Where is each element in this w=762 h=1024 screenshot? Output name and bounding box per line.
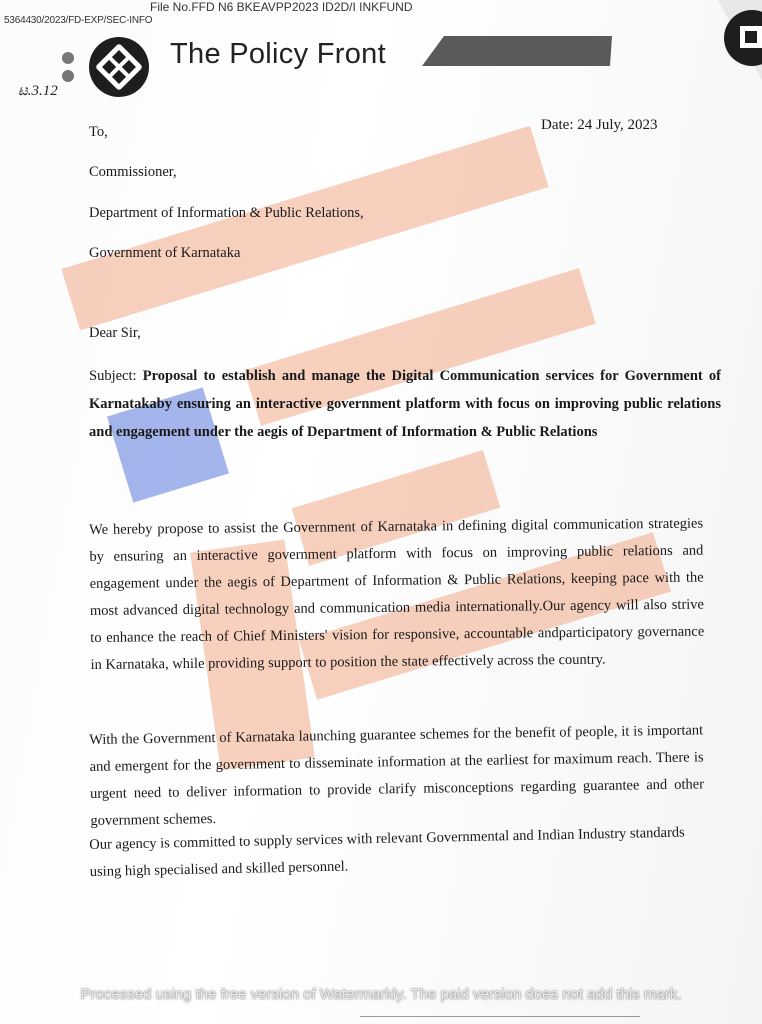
reference-number: 5364430/2023/FD-EXP/SEC-INFO: [4, 15, 153, 26]
body-paragraph-2: With the Government of Karnataka launching guarantee schemes for the benefit of people, it is important and emergent for the government to disseminate information at the earliest for maximum reach. There is urgent need to deliver information to provide clarify misconceptions regarding guarantee and other government schemes.: [89, 722, 705, 829]
subject-text: Proposal to establish and manage the Digital Communication services for Government of Karnatakaby ensuring an interactive government platform with focus on improving public relations and engagement under the aegis of Department of Information & Public Relations: [89, 368, 722, 440]
punch-hole-top: [62, 52, 74, 64]
letter-date: Date: 24 July, 2023: [541, 117, 658, 133]
file-number: File No.FFD N6 BKEAVPP2023 ID2D/I INKFUND: [150, 0, 413, 14]
punch-hole-bottom: [62, 70, 74, 82]
company-name: The Policy Front: [170, 38, 386, 70]
recipient-title: Commissioner,: [89, 164, 177, 180]
subject-label: Subject:: [89, 368, 137, 384]
handwritten-note: ಟ.3.12: [18, 83, 58, 99]
corner-stamp-icon: [700, 0, 762, 80]
page-edge-line: [360, 1016, 640, 1017]
policy-front-logo-icon: [88, 36, 150, 98]
subject-line: [89, 362, 721, 446]
body-paragraph-3: Our agency is committed to supply services with relevant Governmental and Indian Industry standards using high specialised and skilled personnel.: [89, 824, 685, 880]
body-paragraph-1: We hereby propose to assist the Government of Karnataka in defining digital communication strategies by ensuring an interactive government platform with focus on improving public relations and engagement under the aegis of Department of Information & Public Relations, keeping pace with the most advanced digital technology and communication media internationally.Our agency will also strive to enhance the reach of Chief Ministers' vision for responsive, accountable andparticipatory governance in Karnataka, while providing support to position the state effectively across the country.: [89, 515, 705, 673]
recipient-government: Government of Karnataka: [89, 245, 241, 261]
letterhead-bar: [422, 36, 612, 66]
salutation: Dear Sir,: [89, 325, 141, 341]
recipient-department: Department of Information & Public Relations,: [89, 205, 364, 221]
watermark-notice: Processed using the free version of Watermarkly. The paid version does not add this mark.: [80, 986, 682, 1003]
recipient-to: To,: [89, 124, 108, 140]
